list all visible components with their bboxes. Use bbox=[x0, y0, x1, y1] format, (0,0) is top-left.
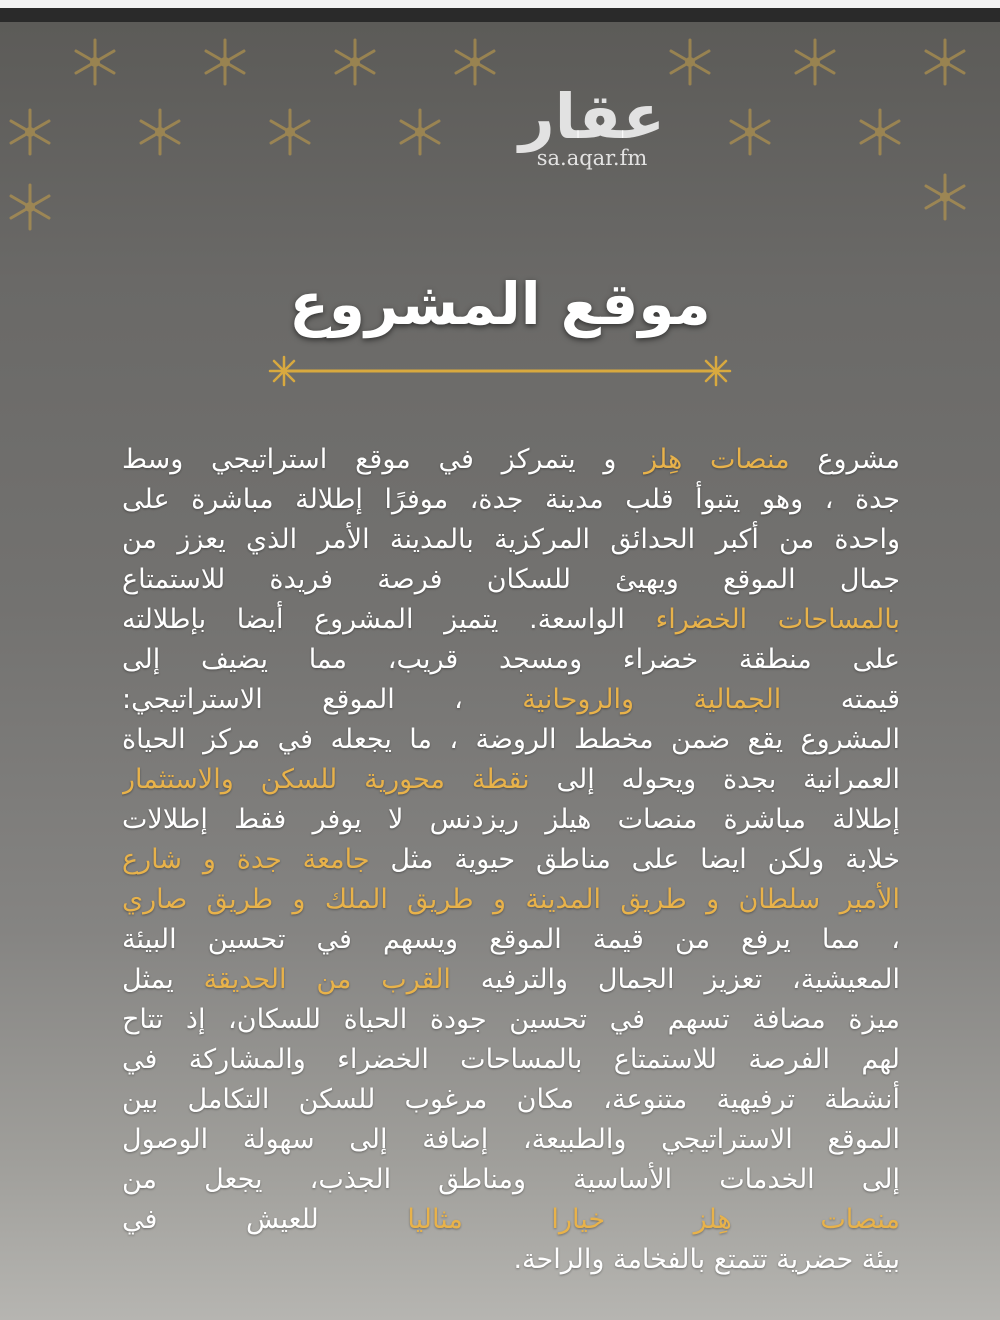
text-segment: لهم الفرصة للاستمتاع بالمساحات الخضراء والمشاركة في bbox=[122, 1044, 900, 1075]
text-segment: ، الموقع الاستراتيجي: bbox=[122, 684, 523, 715]
text-line bbox=[122, 1240, 900, 1280]
text-line bbox=[122, 800, 900, 840]
top-dark-strip bbox=[0, 8, 1000, 22]
text-line bbox=[122, 920, 900, 960]
highlighted-text: نقطة محورية للسكن والاستثمار bbox=[122, 764, 530, 795]
poster bbox=[0, 22, 1000, 1320]
top-status-strip bbox=[0, 0, 1000, 8]
text-segment: أنشطة ترفيهية متنوعة، مكان مرغوب للسكن التكامل بين bbox=[122, 1084, 900, 1115]
watermark-logo: عقار bbox=[519, 80, 665, 153]
text-line bbox=[122, 1160, 900, 1200]
text-line bbox=[122, 840, 900, 880]
text-segment: المعيشية، تعزيز الجمال والترفيه bbox=[450, 964, 900, 995]
page-title: موقع المشروع bbox=[289, 270, 711, 338]
text-segment: جدة ، وهو يتبوأ قلب مدينة جدة، موفرًا إطلالة مباشرة على bbox=[122, 484, 900, 515]
text-segment: ميزة مضافة تسهم في تحسين جودة الحياة للسكان، إذ تتاح bbox=[122, 1004, 900, 1035]
text-line bbox=[122, 1040, 900, 1080]
text-line bbox=[122, 440, 900, 480]
highlighted-text: منصات هِلز خيارا مثاليا bbox=[407, 1204, 900, 1235]
text-segment: العمرانية بجدة ويحوله إلى bbox=[529, 764, 900, 795]
text-segment: الموقع الاستراتيجي والطبيعة، إضافة إلى سهولة الوصول bbox=[122, 1124, 900, 1155]
highlighted-text: منصات هِلز bbox=[644, 444, 790, 475]
watermark bbox=[512, 82, 672, 170]
project-location-description bbox=[122, 440, 900, 1280]
text-line bbox=[122, 600, 900, 640]
text-segment: على منطقة خضراء ومسجد قريب، مما يضيف إلى bbox=[122, 644, 900, 675]
text-line bbox=[122, 480, 900, 520]
text-segment: الواسعة. يتميز المشروع أيضا بإطلالته bbox=[122, 604, 656, 635]
text-segment: المشروع يقع ضمن مخطط الروضة ، ما يجعله في مركز الحياة bbox=[122, 724, 900, 755]
text-line bbox=[122, 520, 900, 560]
text-line bbox=[122, 1000, 900, 1040]
text-segment: واحدة من أكبر الحدائق المركزية بالمدينة الأمر الذي يعزز من bbox=[122, 524, 900, 555]
highlighted-text: القرب من الحديقة bbox=[203, 964, 451, 995]
text-line bbox=[122, 560, 900, 600]
text-line bbox=[122, 680, 900, 720]
title-divider-ornament-icon bbox=[262, 354, 738, 388]
text-line bbox=[122, 1080, 900, 1120]
text-segment: قيمته bbox=[781, 684, 900, 715]
snowflake-pattern-icon bbox=[0, 22, 1000, 282]
text-segment: جمال الموقع ويهيئ للسكان فرصة فريدة للاستمتاع bbox=[122, 564, 900, 595]
text-segment: خلابة ولكن ايضا على مناطق حيوية مثل bbox=[369, 844, 900, 875]
text-line bbox=[122, 960, 900, 1000]
text-segment: مشروع bbox=[789, 444, 900, 475]
text-segment: ، مما يرفع من قيمة الموقع ويسهم في تحسين البيئة bbox=[122, 924, 900, 955]
highlighted-text: الأمير سلطان و طريق المدينة و طريق الملك و طريق صاري bbox=[122, 884, 900, 915]
text-segment: للعيش في bbox=[122, 1204, 408, 1235]
highlighted-text: بالمساحات الخضراء bbox=[655, 604, 900, 635]
text-line bbox=[122, 1120, 900, 1160]
highlighted-text: جامعة جدة و شارع bbox=[122, 844, 370, 875]
highlighted-text: الجمالية والروحانية bbox=[522, 684, 782, 715]
text-line bbox=[122, 1200, 900, 1240]
text-segment: و يتمركز في موقع استراتيجي وسط bbox=[122, 444, 645, 475]
text-segment: إطلالة مباشرة منصات هيلز ريزدنس لا يوفر فقط إطلالات bbox=[122, 804, 900, 835]
text-segment: إلى الخدمات الأساسية ومناطق الجذب، يجعل من bbox=[122, 1164, 900, 1195]
text-line bbox=[122, 640, 900, 680]
text-line bbox=[122, 760, 900, 800]
text-line bbox=[122, 720, 900, 760]
watermark-site: sa.aqar.fm bbox=[536, 146, 648, 170]
text-segment: بيئة حضرية تتمتع بالفخامة والراحة. bbox=[513, 1244, 900, 1275]
text-line bbox=[122, 880, 900, 920]
text-segment: يمثل bbox=[122, 964, 204, 995]
